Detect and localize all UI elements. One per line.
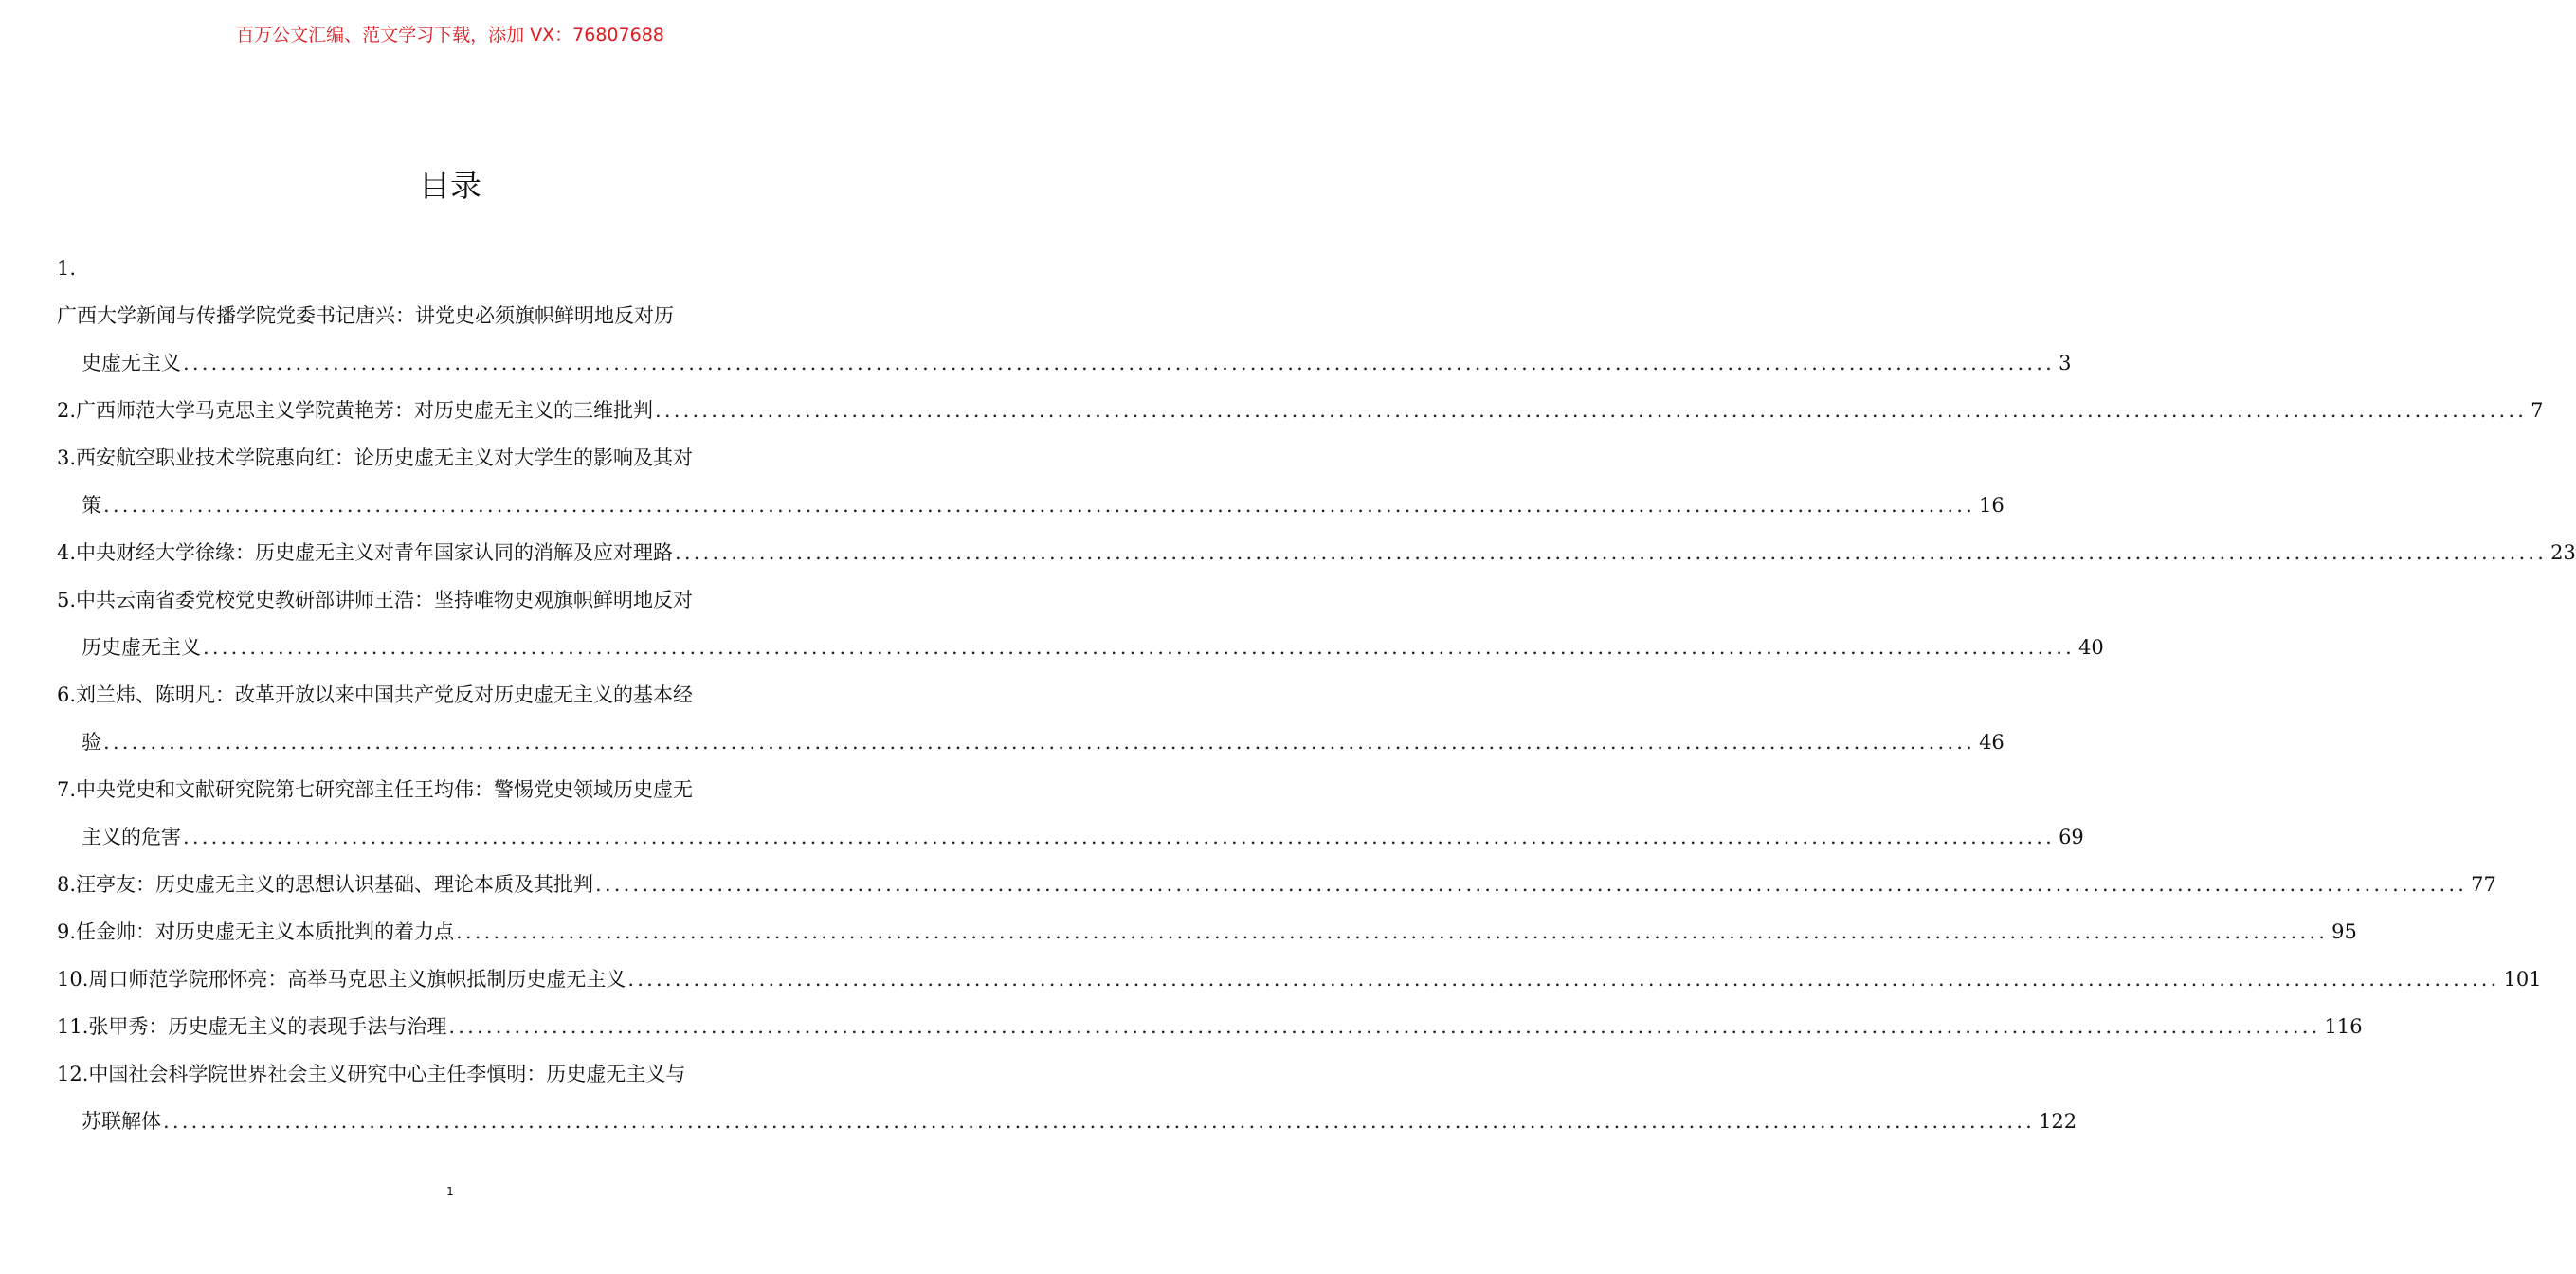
- dot-leader: ........................................................................................................................................................................................................: [456, 920, 2329, 943]
- dot-leader: ........................................................................................................................................................................................................: [203, 636, 2076, 659]
- dot-leader: ........................................................................................................................................................................................................: [163, 1110, 2036, 1133]
- toc-entry-1[interactable]: [57, 245, 845, 292]
- toc-entry-leader-line: 验 ........................................................................................................................................................................................................ 46: [57, 719, 845, 766]
- page-number: 1: [446, 1185, 454, 1198]
- toc-page-number: 7: [2531, 399, 2544, 422]
- toc-entry-7[interactable]: 7.中央党史和文献研究院第七研究部主任王均伟：警惕党史领域历史虚无: [57, 778, 694, 801]
- toc-entry-leader-line: 策 ........................................................................................................................................................................................................ 16: [57, 482, 845, 529]
- dot-leader: ........................................................................................................................................................................................................: [103, 494, 1976, 517]
- toc-entry-9[interactable]: 9.任金帅：对历史虚无主义本质批判的着力点 ........................................................................................................................................................................................................ 95: [57, 908, 845, 956]
- dot-leader: ........................................................................................................................................................................................................: [448, 1015, 2321, 1038]
- toc-page-number: 122: [2039, 1110, 2077, 1133]
- toc-entry-number: 1.: [57, 257, 77, 280]
- toc-entry-5[interactable]: 5.中共云南省委党校党史教研部讲师王浩：坚持唯物史观旗帜鲜明地反对: [57, 589, 694, 611]
- toc-page-number: 95: [2331, 920, 2357, 943]
- toc-page-number: 69: [2059, 826, 2084, 848]
- document-title: 目录: [419, 167, 481, 204]
- toc-entry-11[interactable]: 11.张甲秀：历史虚无主义的表现手法与治理 ........................................................................................................................................................................................................ 116: [57, 1003, 845, 1050]
- toc-entry-leader-line: 苏联解体 ........................................................................................................................................................................................................ 122: [57, 1098, 845, 1145]
- toc-page-number: 40: [2078, 636, 2104, 659]
- toc-entry-10[interactable]: 10.周口师范学院邢怀亮：高举马克思主义旗帜抵制历史虚无主义 ........................................................................................................................................................................................................ 101: [57, 956, 845, 1003]
- dot-leader: ........................................................................................................................................................................................................: [183, 352, 2056, 374]
- toc-entry-6[interactable]: 6.刘兰炜、陈明凡：改革开放以来中国共产党反对历史虚无主义的基本经: [57, 683, 694, 706]
- toc-page-number: 77: [2471, 873, 2496, 896]
- dot-leader: ........................................................................................................................................................................................................: [675, 541, 2548, 564]
- dot-leader: ........................................................................................................................................................................................................: [627, 968, 2500, 991]
- header-banner: 百万公文汇编、范文学习下载，添加 VX：76807688: [236, 25, 664, 46]
- toc-entry-4[interactable]: 4.中央财经大学徐缘：历史虚无主义对青年国家认同的消解及应对理路 ........................................................................................................................................................................................................ 23: [57, 529, 845, 576]
- toc-entry-12[interactable]: 12.中国社会科学院世界社会主义研究中心主任李慎明：历史虚无主义与: [57, 1063, 686, 1085]
- toc-entry-8[interactable]: 8.汪亭友：历史虚无主义的思想认识基础、理论本质及其批判 ........................................................................................................................................................................................................ 77: [57, 861, 845, 908]
- toc-entry-2[interactable]: 2.广西师范大学马克思主义学院黄艳芳：对历史虚无主义的三维批判 ........................................................................................................................................................................................................ 7: [57, 387, 845, 434]
- dot-leader: ........................................................................................................................................................................................................: [595, 873, 2468, 896]
- toc-entry-leader-line: 历史虚无主义 ........................................................................................................................................................................................................ 40: [57, 624, 845, 671]
- toc-entry-leader-line: 史虚无主义 ........................................................................................................................................................................................................ 3: [57, 339, 845, 387]
- toc-page-number: 116: [2324, 1015, 2363, 1038]
- toc-page-number: 46: [1979, 731, 2005, 754]
- toc-entry-3[interactable]: 3.西安航空职业技术学院惠向红：论历史虚无主义对大学生的影响及其对: [57, 446, 694, 469]
- toc-entry-text: 广西大学新闻与传播学院党委书记唐兴：讲党史必须旗帜鲜明地反对历: [57, 304, 674, 327]
- dot-leader: ........................................................................................................................................................................................................: [103, 731, 1976, 754]
- toc-page-number: 16: [1979, 494, 2005, 517]
- dot-leader: ........................................................................................................................................................................................................: [183, 826, 2056, 848]
- toc-page-number: 23: [2550, 541, 2576, 564]
- dot-leader: ........................................................................................................................................................................................................: [655, 399, 2528, 422]
- table-of-contents: [57, 245, 2576, 1145]
- toc-entry-leader-line: 主义的危害 ........................................................................................................................................................................................................ 69: [57, 813, 845, 861]
- toc-page-number: 3: [2059, 352, 2072, 374]
- toc-page-number: 101: [2503, 968, 2542, 991]
